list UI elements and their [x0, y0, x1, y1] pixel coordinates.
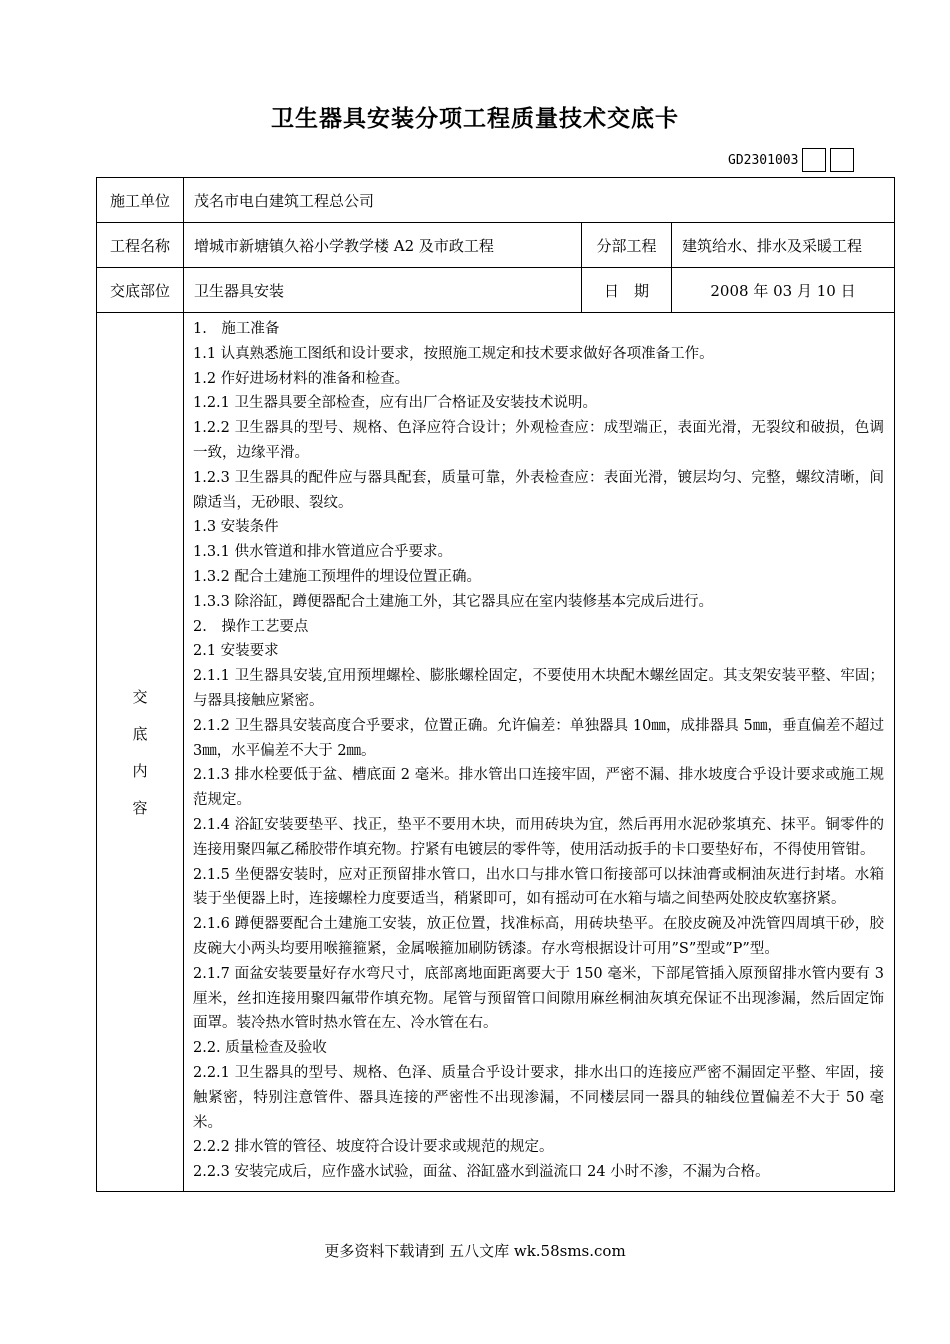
disclosure-table [96, 177, 895, 1192]
content-line: 1.1 认真熟悉施工图纸和设计要求，按照施工规定和技术要求做好各项准备工作。 [193, 345, 714, 362]
content-line: 2.2. 质量检查及验收 [193, 1040, 327, 1057]
content-line: 1.3.2 配合土建施工预埋件的埋设位置正确。 [193, 568, 482, 585]
row-project [97, 223, 895, 268]
row-unit [97, 178, 895, 223]
footer-link-text: 更多资料下载请到 五八文库 wk.58sms.com [324, 1242, 626, 1260]
content-line: 1.2.1 卫生器具要全部检查，应有出厂合格证及安装技术说明。 [193, 395, 598, 412]
code-box-1 [802, 148, 826, 172]
content-line: 2.1 安装要求 [193, 643, 279, 660]
content-line: 2.2.3 安装完成后，应作盛水试验，面盆、浴缸盛水到溢流口 24 小时不渗，不漏为合格。 [193, 1164, 770, 1181]
row-content [97, 313, 895, 1192]
content-line: 1.2.2 卫生器具的型号、规格、色泽应符合设计；外观检查应：成型端正，表面光滑，无裂纹和破损，色调一致，边缘平滑。 [193, 420, 884, 461]
content-line: 2.1.1 卫生器具安装,宜用预埋螺栓、膨胀螺栓固定，不要使用木块配木螺丝固定。其支架安装平整、牢固；与器具接触应紧密。 [193, 668, 884, 709]
content-side-label: 交 底 内 容 [97, 313, 184, 1192]
document-code-text: GD2301003 [728, 152, 799, 168]
unit-label: 施工单位 [97, 178, 184, 223]
content-line: 2. 操作工艺要点 [193, 618, 309, 635]
content-line: 2.1.2 卫生器具安装高度合乎要求，位置正确。允许偏差：单独器具 10㎜，成排器具 5㎜，垂直偏差不超过 3㎜，水平偏差不大于 2㎜。 [193, 717, 884, 759]
part-label: 交底部位 [97, 268, 184, 313]
date-value: 2008 年 03 月 10 日 [672, 268, 895, 313]
part-value: 卫生器具安装 [184, 268, 582, 313]
sub-project-label: 分部工程 [582, 223, 672, 268]
content-line: 2.1.6 蹲便器要配合土建施工安装，放正位置，找准标高，用砖块垫平。在胶皮碗及冲洗管四周填干砂，胶皮碗大小两头均要用喉箍箍紧，金属喉箍加刷防锈漆。存水弯根据设计可用”S”型或”P”型。 [193, 916, 884, 957]
document-title: 卫生器具安装分项工程质量技术交底卡 [271, 105, 679, 132]
content-line: 1.3.3 除浴缸，蹲便器配合土建施工外，其它器具应在室内装修基本完成后进行。 [193, 593, 714, 610]
content-line: 1.3 安装条件 [193, 519, 279, 536]
content-line: 1.3.1 供水管道和排水管道应合乎要求。 [193, 544, 453, 561]
content-line: 2.1.3 排水栓要低于盆、槽底面 2 毫米。排水管出口连接牢固，严密不漏、排水坡度合乎设计要求或施工规范规定。 [193, 767, 884, 809]
project-label: 工程名称 [97, 223, 184, 268]
content-line: 2.2.1 卫生器具的型号、规格、色泽、质量合乎设计要求，排水出口的连接应严密不漏固定平整、牢固，接触紧密，特别注意管件、器具连接的严密性不出现渗漏，不同楼层同一器具的轴线位置偏差不大于 50 毫米。 [193, 1064, 884, 1131]
content-line: 2.2.2 排水管的管径、坡度符合设计要求或规范的规定。 [193, 1139, 554, 1156]
content-line: 2.1.4 浴缸安装要垫平、找正，垫平不要用木块，而用砖块为宜，然后再用水泥砂浆填充、抹平。铜零件的连接用聚四氟乙稀胶带作填充物。拧紧有电镀层的零件等，使用活动扳手的卡口要垫好布，不得使用管钳。 [193, 816, 884, 858]
code-box-2 [830, 148, 854, 172]
date-label: 日 期 [582, 268, 672, 313]
content-line: 2.1.5 坐便器安装时，应对正预留排水管口，出水口与排水管口衔接部可以抹油膏或桐油灰进行封堵。水箱装于坐便器上时，连接螺栓力度要适当，稍紧即可，如有摇动可在水箱与墙之间垫两处胶皮软塞挤紧。 [193, 866, 884, 908]
row-part [97, 268, 895, 313]
content-line: 1. 施工准备 [193, 321, 280, 337]
sub-project-value: 建筑给水、排水及采暖工程 [672, 223, 895, 268]
content-line: 1.2.3 卫生器具的配件应与器具配套，质量可靠，外表检查应：表面光滑，镀层均匀、完整，螺纹清晰，间隙适当，无砂眼、裂纹。 [193, 469, 884, 511]
unit-value: 茂名市电白建筑工程总公司 [184, 178, 895, 223]
document-code [728, 148, 854, 172]
content-body [184, 313, 895, 1192]
content-line: 2.1.7 面盆安装要量好存水弯尺寸，底部离地面距离要大于 150 毫米，下部尾管插入原预留排水管内要有 3 厘米，丝扣连接用聚四氟带作填充物。尾管与预留管口间隙用麻丝桐油灰填充保证不出现渗漏，然后固定饰面罩。装冷热水管时热水管在左、冷水管在右。 [193, 965, 884, 1032]
project-value: 增城市新塘镇久裕小学教学楼 A2 及市政工程 [184, 223, 582, 268]
content-line: 1.2 作好进场材料的准备和检查。 [193, 370, 410, 387]
